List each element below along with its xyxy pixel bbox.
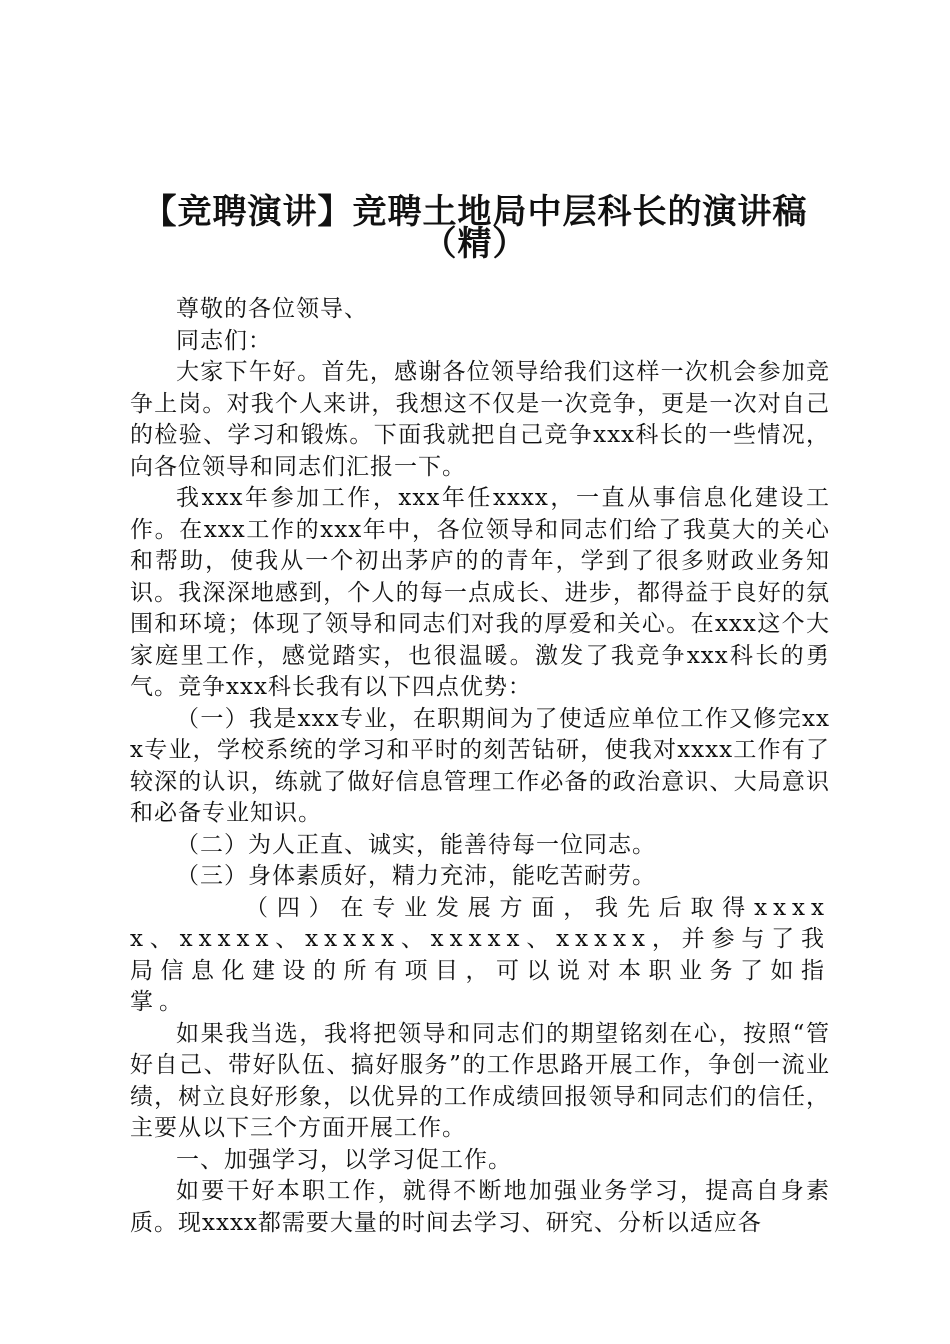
document-title: 【竞聘演讲】竞聘土地局中层科长的演讲稿 — [142, 192, 808, 232]
list-item: （一）我是xxx专业，在职期间为了使适应单位工作又修完xxx专业，学校系统的学习和平时的刻苦钻研，使我对xxxx工作有了较深的认识，练就了做好信息管理工作必备的政治意识、大局意识和必备专业知识。 — [130, 705, 830, 826]
list-item: （二）为人正直、诚实，能善待每一位同志。 — [176, 831, 656, 858]
document-body — [130, 294, 830, 1239]
salutation-line: 同志们： — [176, 327, 272, 354]
paragraph: 如要干好本职工作，就得不断地加强业务学习，提高自身素质。现xxxx都需要大量的时间去学习、研究、分析以适应各 — [130, 1178, 830, 1236]
list-item: （四）在专业发展方面，我先后取得xxxxx、xxxxx、xxxxx、xxxxx、xxxxx，并参与了我局信息化建设的所有项目，可以说对本职业务了如指掌。 — [130, 894, 830, 1015]
section-heading: 一、加强学习，以学习促工作。 — [176, 1146, 512, 1173]
list-item: （三）身体素质好，精力充沛，能吃苦耐劳。 — [176, 863, 656, 889]
paragraph: 我xxx年参加工作，xxx年任xxxx，一直从事信息化建设工作。在xxx工作的xxx年中，各位领导和同志们给了我莫大的关心和帮助，使我从一个初出茅庐的的青年，学到了很多财政业务知识。我深深地感到，个人的每一点成长、进步，都得益于良好的氛围和环境；体现了领导和同志们对我的厚爱和关心。在xxx这个大家庭里工作，感觉踏实，也很温暖。激发了我竞争xxx科长的勇气。竞争xxx科长我有以下四点优势： — [130, 485, 830, 700]
document-title-suffix: （精） — [422, 224, 528, 264]
salutation-line: 尊敬的各位领导、 — [176, 296, 368, 322]
paragraph: 如果我当选，我将把领导和同志们的期望铭刻在心，按照“管好自己、带好队伍、搞好服务”的工作思路开展工作，争创一流业绩，树立良好形象，以优异的工作成绩回报领导和同志们的信任，主要从以下三个方面开展工作。 — [130, 1020, 830, 1141]
paragraph: 大家下午好。首先，感谢各位领导给我们这样一次机会参加竞争上岗。对我个人来讲，我想这不仅是一次竞争，更是一次对自己的检验、学习和锻炼。下面我就把自己竞争xxx科长的一些情况，向各位领导和同志们汇报一下。 — [130, 359, 830, 480]
